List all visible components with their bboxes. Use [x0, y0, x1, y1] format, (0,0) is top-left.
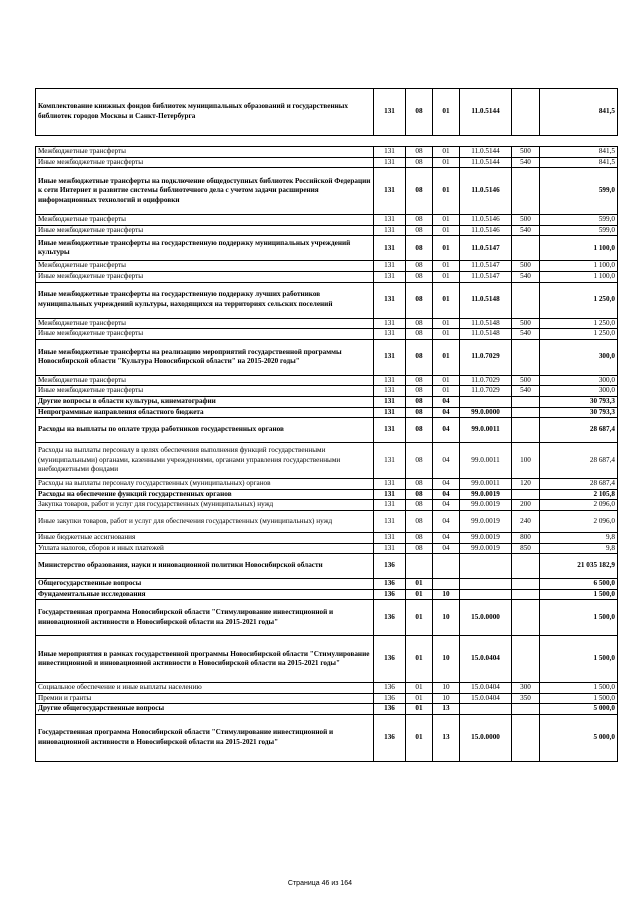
cell-department-code: 131 [374, 532, 406, 543]
cell-target-article: 11.0.5144 [460, 89, 512, 136]
cell-description: Непрограммные направления областного бюджета [36, 407, 374, 418]
cell-subsection: 04 [433, 443, 460, 479]
cell-subsection: 01 [433, 386, 460, 397]
cell-department-code: 131 [374, 168, 406, 215]
cell-section: 08 [406, 386, 433, 397]
cell-section: 08 [406, 271, 433, 282]
cell-amount: 841,5 [540, 157, 618, 168]
cell-department-code: 131 [374, 386, 406, 397]
cell-target-article: 11.0.5148 [460, 282, 512, 318]
cell-expense-type [512, 704, 540, 715]
cell-amount: 5 000,0 [540, 704, 618, 715]
cell-description: Иные бюджетные ассигнования [36, 532, 374, 543]
cell-amount: 599,0 [540, 225, 618, 236]
table-row [36, 443, 618, 479]
cell-section: 08 [406, 225, 433, 236]
cell-expense-type: 120 [512, 479, 540, 490]
cell-target-article [460, 579, 512, 590]
table-row [36, 479, 618, 490]
cell-department-code: 131 [374, 396, 406, 407]
gap-cell [36, 136, 618, 147]
cell-section: 08 [406, 157, 433, 168]
cell-description: Иные межбюджетные трансферты [36, 225, 374, 236]
cell-subsection: 01 [433, 157, 460, 168]
cell-department-code: 136 [374, 683, 406, 694]
cell-department-code: 131 [374, 157, 406, 168]
table-row [36, 636, 618, 683]
table-row [36, 215, 618, 226]
cell-target-article: 15.0.0404 [460, 693, 512, 704]
cell-expense-type: 500 [512, 261, 540, 272]
cell-department-code: 131 [374, 329, 406, 340]
table-row [36, 418, 618, 443]
cell-expense-type [512, 407, 540, 418]
cell-expense-type [512, 636, 540, 683]
table-row [36, 386, 618, 397]
cell-target-article: 11.0.5147 [460, 271, 512, 282]
table-row [36, 683, 618, 694]
cell-expense-type: 500 [512, 215, 540, 226]
cell-section: 08 [406, 318, 433, 329]
cell-expense-type [512, 589, 540, 600]
table-row [36, 236, 618, 261]
cell-amount: 28 687,4 [540, 479, 618, 490]
cell-amount: 300,0 [540, 375, 618, 386]
table-row [36, 500, 618, 511]
table-row [36, 329, 618, 340]
cell-description: Иные межбюджетные трансферты [36, 157, 374, 168]
table-row [36, 168, 618, 215]
cell-expense-type [512, 89, 540, 136]
table-row [36, 715, 618, 762]
cell-expense-type: 800 [512, 532, 540, 543]
table-row [36, 489, 618, 500]
table-row [36, 396, 618, 407]
cell-section: 08 [406, 215, 433, 226]
cell-expense-type: 540 [512, 329, 540, 340]
cell-subsection: 04 [433, 418, 460, 443]
cell-expense-type [512, 418, 540, 443]
cell-department-code: 131 [374, 443, 406, 479]
cell-subsection: 04 [433, 543, 460, 554]
cell-description: Министерство образования, науки и инновационной политики Новосибирской области [36, 554, 374, 579]
table-row [36, 704, 618, 715]
cell-amount: 841,5 [540, 147, 618, 158]
cell-section: 08 [406, 500, 433, 511]
cell-section: 08 [406, 261, 433, 272]
cell-amount: 2 096,0 [540, 500, 618, 511]
cell-amount: 9,8 [540, 543, 618, 554]
cell-expense-type: 540 [512, 271, 540, 282]
cell-amount: 30 793,3 [540, 407, 618, 418]
budget-table [35, 88, 618, 762]
cell-description: Закупка товаров, работ и услуг для государственных (муниципальных) нужд [36, 500, 374, 511]
cell-expense-type: 500 [512, 147, 540, 158]
cell-amount: 599,0 [540, 215, 618, 226]
table-row [36, 271, 618, 282]
cell-target-article: 99.0.0019 [460, 500, 512, 511]
cell-target-article: 11.0.7029 [460, 339, 512, 375]
cell-amount: 300,0 [540, 339, 618, 375]
cell-subsection: 01 [433, 147, 460, 158]
cell-description: Межбюджетные трансферты [36, 215, 374, 226]
cell-section: 01 [406, 589, 433, 600]
cell-amount: 1 500,0 [540, 636, 618, 683]
cell-department-code: 136 [374, 589, 406, 600]
cell-subsection: 10 [433, 589, 460, 600]
cell-target-article [460, 396, 512, 407]
cell-description: Расходы на выплаты персоналу государственных (муниципальных) органов [36, 479, 374, 490]
cell-department-code: 131 [374, 375, 406, 386]
cell-expense-type: 100 [512, 443, 540, 479]
cell-subsection: 01 [433, 375, 460, 386]
cell-description: Межбюджетные трансферты [36, 261, 374, 272]
cell-subsection: 13 [433, 704, 460, 715]
cell-amount: 21 035 182,9 [540, 554, 618, 579]
cell-target-article: 11.0.5146 [460, 215, 512, 226]
table-row [36, 225, 618, 236]
cell-section: 08 [406, 282, 433, 318]
cell-department-code: 131 [374, 225, 406, 236]
table-row [36, 510, 618, 532]
cell-department-code: 131 [374, 271, 406, 282]
cell-subsection: 01 [433, 236, 460, 261]
cell-target-article: 99.0.0019 [460, 532, 512, 543]
cell-description: Расходы на выплаты персоналу в целях обеспечения выполнения функций государственными (муниципальными) органами, казенными учреждениями, органами управления государственными внебюджетными фондами [36, 443, 374, 479]
cell-amount: 1 250,0 [540, 282, 618, 318]
cell-subsection: 04 [433, 407, 460, 418]
cell-section: 08 [406, 407, 433, 418]
cell-section: 01 [406, 579, 433, 590]
cell-expense-type [512, 396, 540, 407]
cell-expense-type [512, 600, 540, 636]
cell-amount: 5 000,0 [540, 715, 618, 762]
cell-subsection: 01 [433, 318, 460, 329]
cell-expense-type: 500 [512, 318, 540, 329]
cell-section: 08 [406, 339, 433, 375]
table-row [36, 339, 618, 375]
cell-department-code: 131 [374, 89, 406, 136]
cell-description: Иные межбюджетные трансферты [36, 386, 374, 397]
cell-department-code: 131 [374, 489, 406, 500]
cell-amount: 1 500,0 [540, 683, 618, 694]
cell-target-article: 99.0.0019 [460, 489, 512, 500]
cell-section: 08 [406, 236, 433, 261]
cell-amount: 6 500,0 [540, 579, 618, 590]
cell-target-article: 99.0.0011 [460, 479, 512, 490]
cell-target-article: 11.0.5146 [460, 168, 512, 215]
cell-amount: 1 500,0 [540, 600, 618, 636]
cell-subsection: 10 [433, 636, 460, 683]
table-row [36, 554, 618, 579]
cell-target-article: 99.0.0019 [460, 543, 512, 554]
table-row [36, 589, 618, 600]
cell-department-code: 131 [374, 261, 406, 272]
table-gap [36, 136, 618, 147]
cell-target-article: 99.0.0011 [460, 418, 512, 443]
cell-description: Иные межбюджетные трансферты на реализацию мероприятий государственной программы Новосибирской области "Культура Новосибирской области" на 2015-2020 годы" [36, 339, 374, 375]
cell-description: Иные закупки товаров, работ и услуг для обеспечения государственных (муниципальных) нужд [36, 510, 374, 532]
cell-amount: 841,5 [540, 89, 618, 136]
cell-department-code: 131 [374, 147, 406, 158]
cell-target-article [460, 704, 512, 715]
cell-description: Иные межбюджетные трансферты [36, 329, 374, 340]
cell-description: Общегосударственные вопросы [36, 579, 374, 590]
cell-description: Комплектование книжных фондов библиотек муниципальных образований и государственных библиотек городов Москвы и Санкт-Петербурга [36, 89, 374, 136]
cell-description: Иные межбюджетные трансферты на государственную поддержку муниципальных учреждений культуры [36, 236, 374, 261]
cell-department-code: 136 [374, 554, 406, 579]
cell-target-article: 11.0.5148 [460, 329, 512, 340]
cell-section: 08 [406, 510, 433, 532]
cell-amount: 1 500,0 [540, 693, 618, 704]
cell-subsection: 01 [433, 282, 460, 318]
cell-subsection: 01 [433, 89, 460, 136]
cell-subsection: 04 [433, 510, 460, 532]
cell-target-article [460, 589, 512, 600]
cell-department-code: 131 [374, 510, 406, 532]
cell-amount: 599,0 [540, 168, 618, 215]
table-row [36, 579, 618, 590]
cell-subsection: 04 [433, 479, 460, 490]
cell-description: Иные межбюджетные трансферты на государственную поддержку лучших работников муниципальных учреждений культуры, находящихся на территориях сельских поселений [36, 282, 374, 318]
cell-section: 08 [406, 396, 433, 407]
cell-subsection: 10 [433, 683, 460, 694]
table-row [36, 532, 618, 543]
cell-section: 08 [406, 329, 433, 340]
cell-subsection: 13 [433, 715, 460, 762]
cell-target-article: 15.0.0404 [460, 683, 512, 694]
cell-subsection [433, 554, 460, 579]
cell-target-article: 11.0.5146 [460, 225, 512, 236]
cell-expense-type [512, 282, 540, 318]
cell-target-article: 11.0.5144 [460, 157, 512, 168]
cell-amount: 28 687,4 [540, 443, 618, 479]
table-row [36, 693, 618, 704]
cell-subsection: 01 [433, 215, 460, 226]
cell-department-code: 136 [374, 715, 406, 762]
cell-section: 01 [406, 693, 433, 704]
table-row [36, 89, 618, 136]
cell-section: 01 [406, 636, 433, 683]
cell-target-article [460, 554, 512, 579]
cell-expense-type: 500 [512, 375, 540, 386]
cell-amount: 28 687,4 [540, 418, 618, 443]
cell-department-code: 131 [374, 282, 406, 318]
cell-subsection: 04 [433, 396, 460, 407]
cell-subsection: 01 [433, 168, 460, 215]
cell-section: 08 [406, 543, 433, 554]
cell-description: Другие общегосударственные вопросы [36, 704, 374, 715]
cell-target-article: 11.0.5147 [460, 261, 512, 272]
cell-amount: 1 100,0 [540, 271, 618, 282]
cell-description: Иные мероприятия в рамках государственной программы Новосибирской области "Стимулирование инвестиционной и инновационной активности в Новосибирской области на 2015-2021 годы" [36, 636, 374, 683]
cell-department-code: 131 [374, 236, 406, 261]
cell-description: Премии и гранты [36, 693, 374, 704]
cell-department-code: 131 [374, 318, 406, 329]
cell-subsection: 01 [433, 329, 460, 340]
table-row [36, 318, 618, 329]
cell-subsection: 04 [433, 500, 460, 511]
cell-amount: 1 100,0 [540, 236, 618, 261]
cell-description: Расходы на выплаты по оплате труда работников государственных органов [36, 418, 374, 443]
table-row [36, 375, 618, 386]
cell-expense-type [512, 168, 540, 215]
cell-target-article: 99.0.0000 [460, 407, 512, 418]
cell-expense-type [512, 489, 540, 500]
cell-target-article: 11.0.5148 [460, 318, 512, 329]
cell-subsection [433, 579, 460, 590]
cell-department-code: 131 [374, 339, 406, 375]
cell-target-article: 11.0.5144 [460, 147, 512, 158]
cell-expense-type: 200 [512, 500, 540, 511]
cell-department-code: 131 [374, 500, 406, 511]
cell-amount: 300,0 [540, 386, 618, 397]
cell-description: Фундаментальные исследования [36, 589, 374, 600]
cell-amount: 2 105,8 [540, 489, 618, 500]
cell-expense-type: 300 [512, 683, 540, 694]
cell-section: 08 [406, 532, 433, 543]
table-row [36, 157, 618, 168]
cell-description: Социальное обеспечение и иные выплаты населению [36, 683, 374, 694]
cell-target-article: 99.0.0011 [460, 443, 512, 479]
cell-section: 01 [406, 715, 433, 762]
cell-subsection: 01 [433, 261, 460, 272]
table-row [36, 600, 618, 636]
cell-description: Межбюджетные трансферты [36, 375, 374, 386]
cell-amount: 1 250,0 [540, 318, 618, 329]
table-body [36, 89, 618, 762]
table-row [36, 543, 618, 554]
cell-section: 08 [406, 489, 433, 500]
table-row [36, 282, 618, 318]
cell-subsection: 10 [433, 600, 460, 636]
cell-section: 01 [406, 704, 433, 715]
cell-target-article: 15.0.0000 [460, 715, 512, 762]
cell-expense-type: 350 [512, 693, 540, 704]
cell-description: Иные межбюджетные трансферты [36, 271, 374, 282]
table-row [36, 261, 618, 272]
cell-description: Межбюджетные трансферты [36, 147, 374, 158]
cell-target-article: 15.0.0000 [460, 600, 512, 636]
cell-amount: 1 100,0 [540, 261, 618, 272]
cell-section: 08 [406, 418, 433, 443]
cell-expense-type: 540 [512, 386, 540, 397]
cell-target-article: 11.0.7029 [460, 375, 512, 386]
cell-section: 08 [406, 89, 433, 136]
cell-department-code: 136 [374, 579, 406, 590]
cell-subsection: 04 [433, 489, 460, 500]
cell-expense-type [512, 554, 540, 579]
cell-section: 08 [406, 168, 433, 215]
cell-target-article: 11.0.5147 [460, 236, 512, 261]
cell-department-code: 131 [374, 479, 406, 490]
cell-expense-type: 240 [512, 510, 540, 532]
cell-amount: 9,8 [540, 532, 618, 543]
cell-subsection: 04 [433, 532, 460, 543]
cell-target-article: 99.0.0019 [460, 510, 512, 532]
cell-section: 01 [406, 683, 433, 694]
cell-expense-type [512, 579, 540, 590]
cell-expense-type: 850 [512, 543, 540, 554]
cell-department-code: 136 [374, 600, 406, 636]
cell-expense-type [512, 236, 540, 261]
cell-expense-type [512, 339, 540, 375]
cell-description: Межбюджетные трансферты [36, 318, 374, 329]
cell-section: 08 [406, 479, 433, 490]
table-row [36, 407, 618, 418]
cell-description: Расходы на обеспечение функций государственных органов [36, 489, 374, 500]
cell-target-article: 15.0.0404 [460, 636, 512, 683]
cell-description: Другие вопросы в области культуры, кинематографии [36, 396, 374, 407]
cell-description: Иные межбюджетные трансферты на подключение общедоступных библиотек Российской Федерации к сети Интернет и развитие системы библиотечного дела с учетом задачи расширения информационных технологий и оцифровки [36, 168, 374, 215]
cell-expense-type: 540 [512, 157, 540, 168]
cell-subsection: 10 [433, 693, 460, 704]
cell-expense-type: 540 [512, 225, 540, 236]
cell-description: Государственная программа Новосибирской области "Стимулирование инвестиционной и инновационной активности в Новосибирской области на 2015-2021 годы" [36, 600, 374, 636]
cell-section: 08 [406, 147, 433, 158]
cell-department-code: 131 [374, 543, 406, 554]
cell-subsection: 01 [433, 339, 460, 375]
cell-amount: 1 500,0 [540, 589, 618, 600]
cell-target-article: 11.0.7029 [460, 386, 512, 397]
cell-expense-type [512, 715, 540, 762]
cell-section: 08 [406, 375, 433, 386]
page-footer: Страница 46 из 164 [287, 880, 353, 887]
cell-subsection: 01 [433, 225, 460, 236]
cell-section: 08 [406, 443, 433, 479]
cell-department-code: 131 [374, 215, 406, 226]
cell-section [406, 554, 433, 579]
cell-department-code: 136 [374, 693, 406, 704]
cell-department-code: 136 [374, 704, 406, 715]
cell-department-code: 136 [374, 636, 406, 683]
cell-description: Уплата налогов, сборов и иных платежей [36, 543, 374, 554]
cell-amount: 30 793,3 [540, 396, 618, 407]
cell-department-code: 131 [374, 418, 406, 443]
cell-amount: 1 250,0 [540, 329, 618, 340]
cell-section: 01 [406, 600, 433, 636]
cell-description: Государственная программа Новосибирской области "Стимулирование инвестиционной и инновационной активности в Новосибирской области на 2015-2021 годы" [36, 715, 374, 762]
table-row [36, 147, 618, 158]
cell-amount: 2 096,0 [540, 510, 618, 532]
cell-subsection: 01 [433, 271, 460, 282]
cell-department-code: 131 [374, 407, 406, 418]
